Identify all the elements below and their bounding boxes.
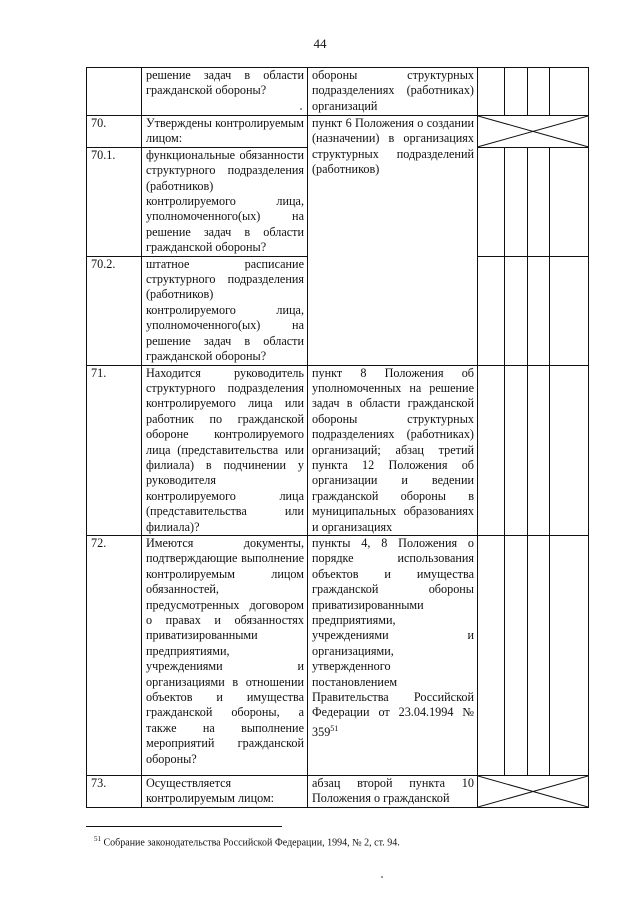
answer-na-cell: [528, 256, 550, 365]
row-number: 71.: [87, 365, 142, 535]
answer-no-cell: [505, 365, 528, 535]
answer-no-cell: [505, 535, 528, 775]
table-row: [87, 68, 589, 116]
answer-na-cell: [528, 68, 550, 116]
question-cell: Имеются документы, подтверждающие выполнение контролируемым лицом обязанностей, предусмотренных договором о правах и обязанностях приватизированными предприятиями, учреждениями и организациями в отношении объектов и имущества гражданской обороны, а также на выполнение мероприятий гражданской обороны?: [142, 535, 308, 775]
table-row: [87, 535, 589, 775]
row-number: [87, 68, 142, 116]
answer-yes-cell: [478, 535, 505, 775]
cross-out-mark: [478, 116, 588, 147]
question-cell: Утверждены контролируемым лицом:: [142, 116, 308, 148]
note-cell: [550, 147, 589, 256]
answer-no-cell: [505, 68, 528, 116]
reference-cell: абзац второй пункта 10 Положения о гражданской: [308, 775, 478, 807]
answer-yes-cell: [478, 256, 505, 365]
table-row: [87, 116, 589, 148]
table-row: [87, 775, 589, 807]
footnote-text: Собрание законодательства Российской Федерации, 1994, № 2, ст. 94.: [103, 837, 400, 849]
row-number: 70.1.: [87, 147, 142, 256]
answer-yes-cell: [478, 147, 505, 256]
footnote-mark: 51: [94, 835, 101, 843]
checklist-table: [86, 67, 589, 808]
answer-na-cell: [528, 147, 550, 256]
answer-na-cell: [528, 535, 550, 775]
footnote-divider: [86, 826, 282, 827]
table-row: [87, 365, 589, 535]
note-cell: [550, 68, 589, 116]
question-cell: Осуществляется контролируемым лицом:: [142, 775, 308, 807]
question-cell: функциональные обязанности структурного подразделения (работников) контролируемого лица, уполномоченного(ых) на решение задач в области гражданской обороны?: [142, 147, 308, 256]
reference-cell: пункт 8 Положения об уполномоченных на решение задач в области гражданской обороны структурных подразделениях (работниках) организаций; абзац третий пункта 12 Положения об организации и ведении гражданской обороны в муниципальных образованиях и организациях: [308, 365, 478, 535]
answer-no-cell: [505, 256, 528, 365]
note-cell: [550, 535, 589, 775]
question-cell: штатное расписание структурного подразделения (работников) контролируемого лица, уполномоченного(ых) на решение задач в области гражданской обороны?: [142, 256, 308, 365]
page-number: 44: [313, 36, 327, 51]
reference-text: пункты 4, 8 Положения о порядке использования объектов и имущества гражданской обороны приватизированными предприятиями, учреждениями и организациями, утвержденного постановлением Правительства Российской Федерации от 23.04.1994 № 359: [312, 535, 474, 739]
row-number: 70.: [87, 116, 142, 148]
cross-out-mark: [478, 776, 588, 807]
note-cell: [550, 365, 589, 535]
question-cell: Находится руководитель структурного подразделения контролируемого лица или работник по гражданской обороне контролируемого лица (представительства или филиала) в подчинении у руководителя контролируемого лица (представительства или филиала)?: [142, 365, 308, 535]
reference-cell: [308, 535, 478, 775]
scan-speck: [300, 108, 302, 110]
answer-na-cell: [528, 365, 550, 535]
question-cell: решение задач в области гражданской обороны?: [142, 68, 308, 116]
row-number: 72.: [87, 535, 142, 775]
note-cell: [550, 256, 589, 365]
answer-no-cell: [505, 147, 528, 256]
crossed-out-answer-cells: [478, 116, 589, 148]
reference-cell: обороны структурных подразделениях (работниках) организаций: [308, 68, 478, 116]
footnote-marker: 51: [330, 723, 339, 733]
scan-speck: [381, 876, 383, 878]
crossed-out-answer-cells: [478, 775, 589, 807]
row-number: 70.2.: [87, 256, 142, 365]
answer-yes-cell: [478, 68, 505, 116]
row-number: 73.: [87, 775, 142, 807]
reference-cell: пункт 6 Положения о создании (назначении) в организациях структурных подразделений (работников): [308, 116, 478, 366]
answer-yes-cell: [478, 365, 505, 535]
footnote: [94, 833, 400, 849]
